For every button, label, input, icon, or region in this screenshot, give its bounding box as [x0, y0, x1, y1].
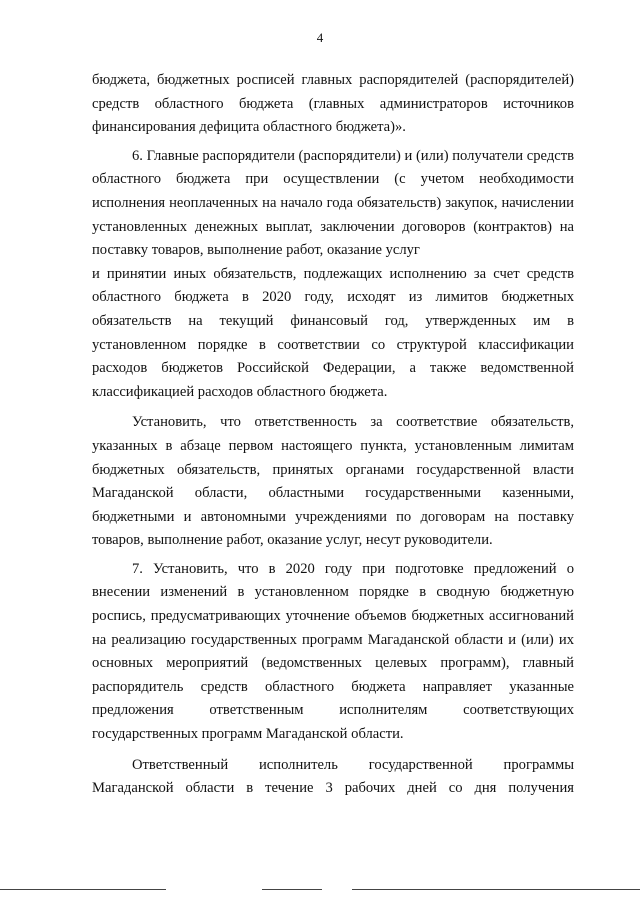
paragraph-responsible-executor: Ответственный исполнитель государственной программы Магаданской области в течение 3 рабочих дней со дня получения [92, 756, 574, 797]
paragraph-responsibility: Установить, что ответственность за соответствие обязательств, указанных в абзаце первом настоящего пункта, установленным лимитам бюджетных обязательств, принятых органами государственной власти Магаданской области, областными государственными казенными, бюджетными и автономными учреждениями по договорам на поставку товаров, выполнение работ, оказание услуг, несут руководители. [92, 414, 574, 549]
document-body [92, 69, 574, 801]
page-number: 4 [316, 30, 324, 45]
paragraph-continuation: бюджета, бюджетных росписей главных распорядителей (распорядителей) средств областного бюджета (главных администраторов источников финансирования дефицита областного бюджета)». [92, 72, 574, 136]
footer-divider [0, 889, 640, 891]
paragraph-item-7: 7. Установить, что в 2020 году при подготовке предложений о внесении изменений в установленном порядке в сводную бюджетную роспись, предусматривающих уточнение объемов бюджетных ассигнований на реализацию государственных программ Магаданской области и (или) их основных мероприятий (ведомственных целевых программ), главный распорядитель средств областного бюджета направляет указанные предложения ответственным исполнителям соответствующих государственных программ Магаданской области. [92, 560, 574, 743]
paragraph-item-6: 6. Главные распорядители (распорядители) и (или) получатели средств областного бюджета при осуществлении (с учетом необходимости исполнения неоплаченных на начало года обязательств) закупок, начислении установленных денежных выплат, заключении договоров (контрактов) на поставку товаров, выполнение работ, оказание услуг [92, 147, 574, 259]
paragraph-item-6-continued: и принятии иных обязательств, подлежащих исполнению за счет средств областного бюджета в 2020 году, исходят из лимитов бюджетных обязательств на текущий финансовый год, утвержденных им в установленном порядке в соответствии со структурой классификации расходов бюджетов Российской Федерации, а также ведомственной классификацией расходов областного бюджета. [92, 265, 574, 400]
